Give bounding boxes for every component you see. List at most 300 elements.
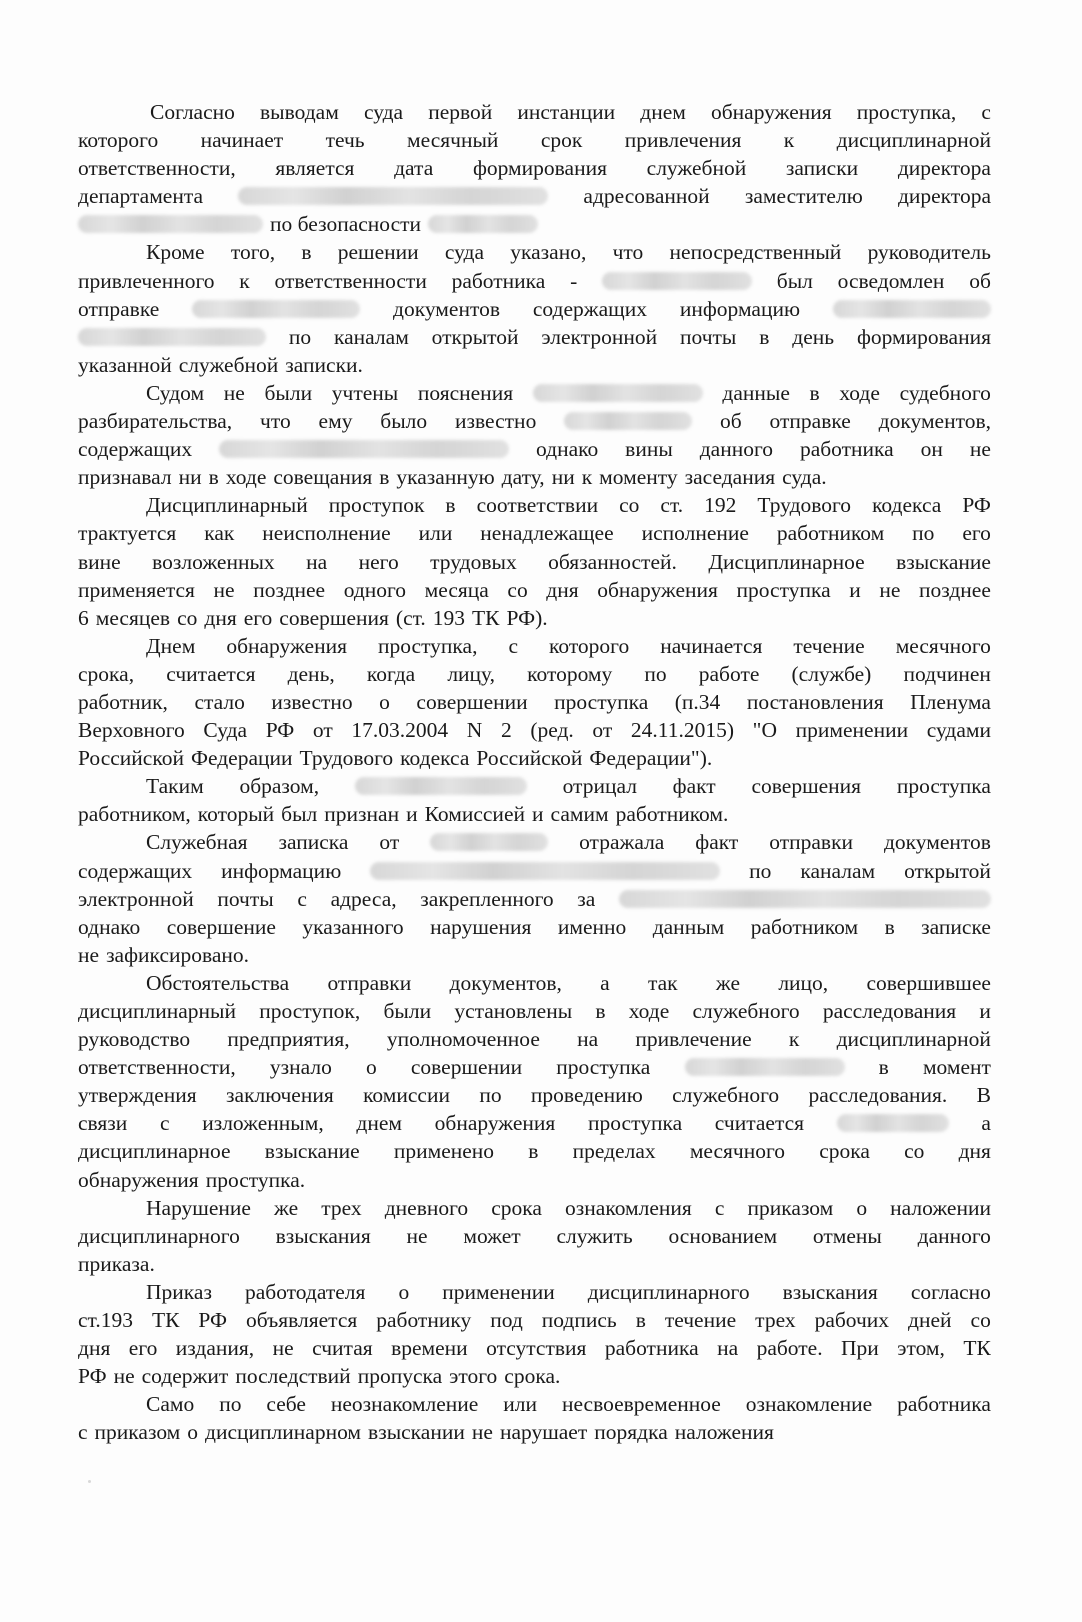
word: содержит [141, 1364, 229, 1389]
word: не [272, 1336, 294, 1361]
word: днем [356, 1111, 402, 1136]
word: решении [337, 240, 419, 265]
text-line [78, 716, 991, 744]
word: моменту [599, 465, 678, 490]
word: возложенных [152, 549, 275, 574]
word: Пленума [910, 689, 991, 714]
word: Дисциплинарный [146, 493, 308, 518]
word: 192 [704, 493, 737, 518]
word: директора [897, 156, 991, 181]
redacted-text [370, 862, 720, 880]
word: известно [455, 409, 537, 434]
word: за [577, 886, 596, 911]
word: трех [755, 1308, 796, 1333]
word: работником, [78, 802, 191, 827]
word: а [981, 1111, 991, 1136]
text-line [78, 1278, 991, 1306]
word: расследования. [808, 1083, 948, 1108]
word: N [466, 718, 483, 743]
word: одного [343, 577, 407, 602]
word: первой [428, 100, 493, 124]
word: в [301, 240, 312, 265]
word: течение [793, 633, 865, 658]
word: дней [908, 1308, 952, 1333]
word: 24.11.2015) [630, 718, 735, 743]
word: считается [166, 661, 256, 686]
word: он [920, 437, 943, 462]
word: несвоевременное [561, 1392, 721, 1417]
word: Суда [203, 718, 248, 743]
word: проступка [556, 1055, 651, 1080]
word: факт [695, 830, 739, 855]
redacted-text [78, 215, 263, 233]
word: проступка. [205, 1167, 306, 1192]
word: содержащих [532, 296, 647, 321]
word: Служебная [146, 830, 248, 855]
word: Таким [146, 774, 204, 799]
word: отправке [769, 409, 851, 434]
word: Федерации [190, 746, 293, 771]
text-line [78, 182, 991, 210]
word: указанную [396, 465, 495, 490]
word: Согласно [150, 100, 235, 124]
word: почты [217, 886, 274, 911]
word: течение [664, 1308, 737, 1333]
word: в [884, 914, 895, 939]
word: срок [540, 128, 583, 153]
word: Обстоятельства [146, 970, 290, 995]
word: расследования [822, 999, 957, 1023]
word: по [219, 1392, 242, 1417]
word: Комиссией [424, 802, 525, 827]
word: информацию [679, 296, 801, 321]
text-line [78, 604, 991, 632]
redacted-text [78, 328, 266, 346]
word: является [275, 156, 355, 181]
word: РФ [78, 1364, 107, 1389]
word: Судом [146, 380, 205, 405]
word: записке [921, 914, 991, 939]
word: - [570, 268, 578, 293]
text-line [78, 1194, 991, 1222]
word: взыскание [264, 1139, 360, 1164]
word: и [849, 577, 861, 602]
word: отражала [579, 830, 665, 855]
word: дисциплинарное [78, 1139, 231, 1164]
word: и [979, 999, 991, 1023]
word: был [776, 268, 813, 293]
word: Дисциплинарное [708, 549, 865, 574]
word: РФ [962, 493, 991, 518]
word: "О [752, 718, 777, 743]
text-line [78, 576, 991, 604]
word: подчинен [903, 661, 991, 686]
word: его [128, 1336, 158, 1361]
word: к [788, 1027, 800, 1052]
word: на [717, 1336, 739, 1361]
word: как [204, 521, 235, 546]
word: проступка [588, 1111, 683, 1136]
word: Верховного [78, 718, 185, 743]
text-line [78, 828, 991, 856]
word: работе [698, 661, 760, 686]
text-line [78, 1137, 991, 1165]
word: так [647, 970, 678, 995]
word: утверждения [78, 1083, 197, 1108]
word: когда [366, 661, 416, 686]
word: по безопасности [270, 212, 422, 237]
text-line [78, 519, 991, 547]
word: ТК [963, 1336, 991, 1361]
text-line [78, 238, 991, 266]
word: открытой [431, 324, 519, 349]
text-line [78, 463, 991, 491]
text-line [78, 1053, 991, 1081]
word: ходе [628, 999, 670, 1023]
word: месяца [424, 577, 489, 602]
word: записки [785, 156, 859, 181]
word: открытой [904, 858, 991, 883]
word: к [581, 465, 593, 490]
word: суда. [782, 465, 827, 490]
word: документов [393, 296, 500, 321]
word: наложения [674, 1420, 774, 1445]
word: адресованной [583, 184, 710, 209]
word: пределах [572, 1139, 656, 1164]
word: в [445, 493, 456, 518]
word: указано, [510, 240, 587, 265]
word: которого [549, 633, 630, 658]
word: проступка, [856, 100, 957, 124]
word: адреса, [330, 886, 397, 911]
word: Кроме [146, 240, 205, 265]
word: электронной [78, 886, 194, 911]
word: дисциплинарный [78, 999, 236, 1023]
word: образом, [239, 774, 320, 799]
word: Нарушение [146, 1195, 251, 1220]
redacted-text [430, 833, 548, 851]
word: судебного [899, 380, 991, 405]
word: с [508, 633, 519, 658]
word: со [970, 1308, 991, 1333]
word: Российской [78, 746, 184, 771]
word: под [490, 1308, 523, 1333]
word: со [177, 605, 198, 630]
word: разбирательства, [78, 409, 233, 434]
word: того, [230, 240, 276, 265]
word: него [358, 549, 399, 574]
word: связи [78, 1111, 128, 1136]
word: применении [795, 718, 909, 743]
text-line [78, 800, 991, 828]
word: не [113, 1364, 135, 1389]
redacted-text [619, 890, 991, 908]
word: выводам [260, 100, 339, 124]
word: в [528, 1139, 539, 1164]
text-line [78, 941, 991, 969]
text-line [78, 1109, 991, 1137]
word: времени [391, 1336, 468, 1361]
word: закрепленного [420, 886, 554, 911]
word: от [592, 718, 613, 743]
word: РФ). [506, 605, 548, 630]
text-line [78, 98, 991, 126]
redacted-text [837, 1114, 949, 1132]
word: ответственности, [78, 156, 236, 181]
word: по [749, 858, 772, 883]
redacted-text [219, 440, 509, 458]
word: дня [204, 605, 237, 630]
word: совершившее [866, 970, 991, 995]
word: с [297, 886, 307, 911]
word: порядка [594, 1420, 668, 1445]
word: срока [819, 1139, 870, 1164]
word: дисциплинарного [78, 1223, 240, 1248]
word: не [969, 437, 991, 462]
word: проступка [736, 577, 831, 602]
text-line [78, 1362, 991, 1390]
word: или [418, 521, 453, 546]
word: формирования [856, 324, 991, 349]
text-line [78, 210, 991, 238]
word: информацию [221, 858, 342, 883]
word: ходе [839, 380, 880, 405]
word: комиссии [363, 1083, 450, 1108]
word: а [600, 970, 610, 995]
word: пояснения [417, 380, 514, 405]
scan-speck [88, 1480, 91, 1483]
word: ТК [472, 605, 500, 630]
word: данные [722, 380, 790, 405]
word: обнаружения [78, 1167, 199, 1192]
word: с [159, 1111, 170, 1136]
word: взыскании [368, 1420, 465, 1445]
word: работе. [756, 1336, 823, 1361]
word: признавал [78, 465, 172, 490]
text-line [78, 548, 991, 576]
word: к [783, 128, 795, 153]
word: привлечения [624, 128, 742, 153]
word: и [406, 802, 418, 827]
word: не [213, 577, 235, 602]
word: месячного [689, 1139, 786, 1164]
word: днем [640, 100, 686, 124]
word: привлеченного [78, 268, 215, 293]
word: был [281, 802, 318, 827]
word: самим [550, 802, 609, 827]
word: предприятия, [227, 1027, 350, 1052]
word: В [976, 1083, 991, 1108]
word: совершения [751, 774, 862, 799]
word: отправке [78, 296, 160, 321]
text-line [78, 1418, 991, 1446]
word: лицу, [447, 661, 496, 686]
word: позднее [253, 577, 326, 602]
word: взыскание [896, 549, 991, 574]
word: ни [551, 465, 575, 490]
text-line [78, 1334, 991, 1362]
word: заместителю [744, 184, 863, 209]
word: лицо, [778, 970, 829, 995]
word: проступка [554, 689, 649, 714]
word: не [471, 1420, 493, 1445]
word: приказом [94, 1420, 181, 1445]
word: дата [394, 156, 434, 181]
word: в [379, 465, 390, 490]
word: изложенным, [202, 1111, 324, 1136]
word: об [969, 268, 991, 293]
word: его [962, 521, 991, 546]
word: заключения [226, 1083, 334, 1108]
word: 2 [500, 718, 512, 743]
word: каналам [334, 324, 409, 349]
text-line [78, 323, 991, 351]
text-line [78, 154, 991, 182]
word: Само [146, 1392, 195, 1417]
word: заседания [684, 465, 776, 490]
word: стало [194, 689, 245, 714]
text-line [78, 969, 991, 997]
redacted-text [238, 187, 548, 205]
word: совершении [410, 1055, 523, 1080]
word: по [912, 521, 935, 546]
word: ненадлежащее [480, 521, 614, 546]
word: ходе [225, 465, 267, 490]
word: и [532, 802, 544, 827]
word: не [406, 1223, 428, 1248]
word: не [223, 380, 245, 405]
word: же [274, 1195, 299, 1220]
text-line [78, 1025, 991, 1053]
word: день [792, 324, 835, 349]
word: содержащих [78, 437, 193, 462]
text-line [78, 1166, 991, 1194]
word: о [365, 1055, 377, 1080]
word: дня [958, 1139, 991, 1164]
word: пропуска [357, 1364, 443, 1389]
word: взыскания [782, 1279, 878, 1304]
word: постановления [746, 689, 884, 714]
word: день, [287, 661, 335, 686]
word: осведомлен [837, 268, 945, 293]
word: в [759, 324, 770, 349]
word: считая [312, 1336, 373, 1361]
word: документов, [878, 409, 991, 434]
word: взыскания [275, 1223, 371, 1248]
word: дня [546, 577, 579, 602]
word: (п.34 [674, 689, 721, 714]
word: работника [799, 437, 894, 462]
word: месячного [895, 633, 991, 658]
word: рабочих [814, 1308, 890, 1333]
word: почты [680, 324, 737, 349]
word: работника [897, 1392, 991, 1417]
word: отправки [327, 970, 412, 995]
word: работником. [615, 802, 729, 827]
word: совершение [166, 914, 276, 939]
word: обнаружения [434, 1111, 556, 1136]
text-line [78, 885, 991, 913]
text-line [78, 379, 991, 407]
word: со [507, 577, 528, 602]
word: (службе) [791, 661, 872, 686]
word: в [809, 380, 820, 405]
word: о [856, 1195, 868, 1220]
word: в [635, 1308, 646, 1333]
text-line [78, 267, 991, 295]
word: совершении [416, 689, 528, 714]
text-line [78, 744, 991, 772]
word: которому [527, 661, 613, 686]
word: на [577, 1027, 599, 1052]
word: служебного [692, 999, 800, 1023]
word: об [720, 409, 742, 434]
word: в [208, 465, 219, 490]
word: служебной [646, 156, 747, 181]
text-line [78, 407, 991, 435]
word: этого [449, 1364, 498, 1389]
word: момент [922, 1055, 991, 1080]
word: применяется [78, 577, 195, 602]
word: суда [363, 100, 404, 124]
word: последствий [235, 1364, 351, 1389]
word: работником [750, 914, 859, 939]
word: установлены [454, 999, 573, 1023]
text-line [78, 997, 991, 1025]
word: объявляется [245, 1308, 358, 1333]
word: трех [321, 1195, 362, 1220]
word: служебной [178, 352, 279, 377]
word: которого [78, 128, 159, 153]
word: (ст. [395, 605, 426, 630]
word: неознакомление [330, 1392, 479, 1417]
word: записка [278, 830, 349, 855]
redacted-text [428, 215, 538, 233]
word: привлечение [635, 1027, 752, 1052]
text-line [78, 632, 991, 660]
word: известно [271, 689, 353, 714]
word: электронной [541, 324, 658, 349]
word: служебного [672, 1083, 780, 1108]
word: со [619, 493, 640, 518]
word: начинается [660, 633, 763, 658]
word: данного [699, 437, 773, 462]
word: что [260, 409, 291, 434]
word: признан [324, 802, 400, 827]
word: по [288, 324, 312, 349]
redacted-text [602, 272, 752, 290]
word: ст.193 [78, 1308, 133, 1333]
word: от [379, 830, 400, 855]
word: срока, [78, 661, 135, 686]
word: формирования [472, 156, 607, 181]
word: или [503, 1392, 538, 1417]
word: о [398, 1279, 410, 1304]
word: же [715, 970, 741, 995]
word: ознакомление [745, 1392, 873, 1417]
word: течь [325, 128, 365, 153]
text-line [78, 126, 991, 154]
word: обнаружения [226, 633, 347, 658]
word: РФ [265, 718, 295, 743]
word: себе [266, 1392, 306, 1417]
word: проступка [896, 774, 991, 799]
word: нарушения [430, 914, 532, 939]
word: узнало [269, 1055, 332, 1080]
text-line [78, 857, 991, 885]
word: 6 [78, 605, 89, 630]
word: РФ [198, 1308, 227, 1333]
